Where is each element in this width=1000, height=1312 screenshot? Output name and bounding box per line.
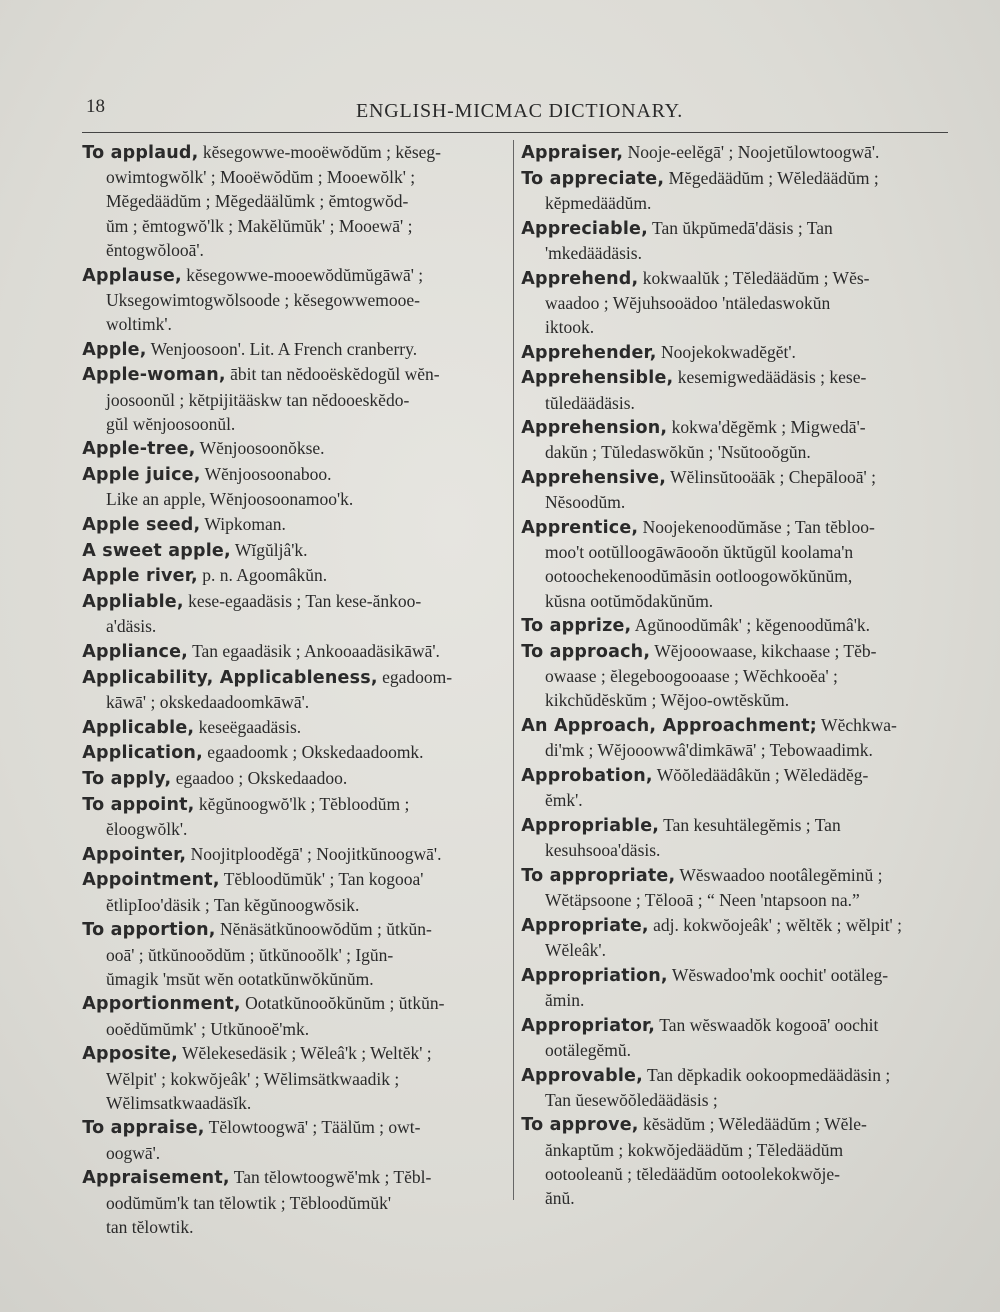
entry-definition: ābit tan nĕdooëskĕdogŭl wĕn-: [225, 364, 440, 385]
dictionary-entry: [84, 362, 504, 436]
entry-continuation: ĕntogwŏlooā'.: [106, 239, 204, 260]
dictionary-entry: [84, 1115, 504, 1164]
entry-headword: To appropriate,: [521, 865, 676, 886]
running-head: ENGLISH-MICMAC DICTIONARY.: [356, 100, 684, 122]
entry-headword: To apportion,: [82, 920, 216, 941]
dictionary-entry: [84, 512, 504, 537]
entry-headword: To approach,: [521, 642, 651, 663]
entry-continuation: ĕloogwŏlk'.: [106, 818, 188, 839]
entry-continuation: Mĕgedäädŭm ; Mĕgedäälŭmk ; ĕmtogwŏd-: [106, 191, 409, 212]
dictionary-entry: [84, 917, 504, 991]
entry-definition: Tan egaadäsik ; Ankooaadäsikāwā'.: [188, 641, 440, 662]
dictionary-entry: [523, 465, 949, 514]
entry-continuation: owimtogwŏlk' ; Mooëwŏdŭm ; Mooewŏlk' ;: [106, 167, 416, 188]
dictionary-entry: [523, 963, 949, 1012]
dictionary-entry: [84, 436, 504, 461]
entry-headword: Appointer,: [82, 844, 187, 865]
entry-definition: Noojekenoodŭmăse ; Tan tĕbloo-: [638, 517, 875, 538]
entry-continuation: oogwā'.: [106, 1142, 161, 1163]
entry-continuation: ŭmagik 'msŭt wĕn ootatkŭnwŏkŭnŭm.: [106, 968, 374, 989]
entry-definition: Wĕlekesedäsik ; Wĕleâ'k ; Weltĕk' ;: [177, 1043, 432, 1064]
entry-continuation: ŭm ; ĕmtogwŏ'lk ; Makĕlŭmŭk' ; Mooewā' ;: [106, 215, 413, 236]
entry-continuation: ooā' ; ŭtkŭnooŏdŭm ; ŭtkŭnooŏlk' ; Igŭn-: [106, 944, 394, 965]
entry-definition: egadoom-: [377, 666, 453, 687]
entry-definition: Nĕnäsätkŭnoowŏdŭm ; ŭtkŭn-: [215, 919, 432, 940]
dictionary-entry: [523, 813, 949, 862]
entry-definition: Noojekokwadĕgĕt'.: [656, 341, 796, 362]
dictionary-entry: [523, 639, 949, 713]
entry-headword: A sweet apple,: [82, 540, 231, 561]
entry-headword: Approbation,: [521, 766, 653, 787]
dictionary-entry: [84, 867, 504, 916]
entry-headword: Applicability, Applicableness,: [82, 667, 378, 688]
entry-continuation: joosoonŭl ; kĕtpijitääskw tan nĕdooeskĕdo-: [106, 389, 410, 410]
entry-definition: kĕsegowwe-mooëwŏdŭm ; kĕseg-: [198, 142, 441, 162]
dictionary-entry: [523, 166, 949, 215]
entry-definition: Tan tĕlowtoogwĕ'mk ; Tĕbl-: [229, 1167, 432, 1188]
entry-definition: Tan kesuhtälegĕmis ; Tan: [659, 814, 841, 835]
entry-definition: Wĭgŭljâ'k.: [230, 539, 308, 560]
entry-continuation: kāwā' ; okskedaadoomkāwā'.: [106, 691, 310, 712]
dictionary-entry: [523, 863, 949, 912]
dictionary-entry: [84, 991, 504, 1040]
dictionary-entry: [523, 415, 949, 464]
entry-headword: Appraiser,: [521, 143, 624, 163]
column-divider: [513, 140, 514, 1200]
entry-continuation: kĕpmedäädŭm.: [545, 192, 652, 213]
entry-headword: Apple seed,: [82, 515, 201, 536]
dictionary-entry: [84, 563, 504, 588]
dictionary-entry: [523, 1112, 949, 1210]
entry-definition: egaadoo ; Okskedaadoo.: [171, 768, 348, 789]
entry-definition: Agŭnoodŭmâk' ; kĕgenoodŭmâ'k.: [631, 615, 871, 636]
entry-headword: Apple-tree,: [82, 439, 196, 460]
entry-continuation: kikchŭdĕskŭm ; Wĕjoo-owtĕskŭm.: [545, 690, 790, 711]
entry-headword: To appreciate,: [521, 168, 665, 189]
dictionary-entry: [84, 538, 504, 563]
dictionary-entry: [84, 715, 504, 740]
entry-definition: Wĕswaadoo nootâlegĕminŭ ;: [675, 864, 883, 885]
entry-continuation: tŭledäädäsis.: [545, 392, 635, 413]
entry-continuation: ĕmk'.: [545, 790, 583, 811]
entry-continuation: Wĕleâk'.: [545, 940, 606, 960]
entry-definition: keseëgaadäsis.: [194, 716, 302, 737]
entry-definition: Wĕjooowaase, kikchaase ; Tĕb-: [650, 641, 877, 662]
entry-definition: Wenjoosoon'. Lit. A French cranberry.: [146, 338, 418, 359]
dictionary-entry: [84, 792, 504, 841]
entry-definition: Tan wĕswaadŏk kogooā' oochit: [655, 1014, 879, 1035]
entry-headword: An Approach, Approachment;: [521, 716, 817, 737]
dictionary-entry: [84, 462, 504, 511]
entry-headword: To apprize,: [521, 616, 632, 637]
dictionary-entry: [523, 216, 949, 265]
entry-headword: Applause,: [82, 265, 182, 286]
dictionary-entry: [523, 340, 949, 365]
dictionary-entry: [84, 1165, 504, 1239]
entry-continuation: ănkaptŭm ; kokwŏjedäädŭm ; Tĕledäädŭm: [545, 1139, 844, 1160]
entry-definition: Wĕswadoo'mk oochit' ootäleg-: [667, 964, 889, 985]
entry-headword: Appropriator,: [521, 1015, 656, 1036]
entry-continuation: a'däsis.: [106, 616, 157, 637]
entry-continuation: waadoo ; Wĕjuhsooädoo 'ntäledaswokŭn: [545, 292, 831, 313]
entry-headword: Apprehensible,: [521, 368, 674, 389]
entry-headword: Apportionment,: [82, 994, 241, 1015]
dictionary-entry: [523, 613, 949, 638]
entry-headword: Approvable,: [521, 1065, 643, 1086]
entry-headword: Appropriate,: [521, 915, 649, 936]
entry-continuation: kesuhsooa'däsis.: [545, 840, 661, 861]
entry-continuation: Uksegowimtogwŏlsoode ; kĕsegowwemooe-: [106, 289, 420, 310]
entry-continuation: ĕtlipIoo'däsik ; Tan kĕgŭnoogwŏsik.: [106, 894, 360, 915]
entry-continuation: ămin.: [545, 989, 585, 1010]
dictionary-entry: [523, 1013, 949, 1062]
entry-definition: kokwa'dĕgĕmk ; Migwedā'-: [667, 417, 866, 438]
entry-headword: Apposite,: [82, 1044, 178, 1065]
header-rule: [82, 132, 948, 133]
entry-continuation: ootälegĕmŭ.: [545, 1039, 632, 1060]
entry-definition: Wĕchkwa-: [817, 715, 897, 736]
entry-continuation: Wĕtäpsoone ; Tĕlooā ; “ Neen 'ntapsoon na.”: [545, 890, 860, 911]
entry-headword: To apply,: [82, 769, 172, 790]
entry-definition: p. n. Agoomâkŭn.: [197, 565, 328, 586]
entry-definition: Mĕgedäädŭm ; Wĕledäädŭm ;: [664, 167, 879, 188]
entry-continuation: owaase ; ĕlegeboogooaase ; Wĕchkooĕa' ;: [545, 666, 838, 687]
dictionary-entry: [84, 639, 504, 664]
entry-continuation: Nĕsoodŭm.: [545, 492, 626, 513]
entry-continuation: ootooleanŭ ; tĕledäädŭm ootoolekokwŏje-: [545, 1163, 840, 1184]
entry-definition: Tan ŭkpŭmedā'däsis ; Tan: [647, 217, 833, 238]
entry-headword: Appreciable,: [521, 218, 648, 239]
entry-definition: Tĕlowtoogwā' ; Täälŭm ; owt-: [204, 1117, 421, 1138]
entry-definition: Wŏŏledäädâkŭn ; Wĕledädĕg-: [652, 765, 869, 786]
dictionary-entry: [84, 263, 504, 337]
dictionary-entry: [84, 842, 504, 867]
entry-continuation: ooĕdŭmŭmk' ; Utkŭnooĕ'mk.: [106, 1018, 310, 1039]
entry-definition: kesemigwedäädäsis ; kese-: [673, 367, 867, 388]
entry-headword: Appliable,: [82, 592, 184, 613]
entry-definition: kĕsegowwe-mooewŏdŭmŭgāwā' ;: [181, 264, 424, 285]
dictionary-entry: [523, 515, 949, 613]
entry-continuation: gŭl wĕnjoosoonŭl.: [106, 413, 236, 434]
entry-continuation: Tan ŭesewŏŏledäädäsis ;: [545, 1089, 718, 1110]
page-number: 18: [86, 96, 105, 117]
entry-continuation: ănŭ.: [545, 1188, 575, 1209]
right-column: [523, 140, 949, 1211]
entry-definition: Tan dĕpkadik ookoopmedäädäsin ;: [642, 1064, 891, 1085]
entry-continuation: tan tĕlowtik.: [106, 1216, 194, 1237]
dictionary-entry: [84, 740, 504, 765]
entry-continuation: ootoochekenoodŭmăsin ootloogowŏkŭnŭm,: [545, 566, 853, 587]
dictionary-entry: [523, 140, 949, 165]
entry-continuation: oodŭmŭm'k tan tĕlowtik ; Tĕbloodŭmŭk': [106, 1192, 391, 1213]
dictionary-entry: [84, 589, 504, 638]
entry-headword: Apprehend,: [521, 268, 639, 289]
entry-definition: adj. kokwŏojeâk' ; wĕltĕk ; wĕlpit' ;: [648, 914, 902, 935]
entry-headword: Appointment,: [82, 870, 220, 891]
entry-headword: To approve,: [521, 1115, 639, 1136]
entry-continuation: di'mk ; Wĕjooowwâ'dimkāwā' ; Tebowaadimk.: [545, 740, 873, 761]
entry-definition: kokwaalŭk ; Tĕledäädŭm ; Wĕs-: [638, 267, 870, 288]
entry-definition: kĕgŭnoogwŏ'lk ; Tĕbloodŭm ;: [194, 793, 410, 814]
entry-continuation: iktook.: [545, 316, 595, 337]
dictionary-entry: [84, 140, 504, 262]
entry-headword: To appoint,: [82, 794, 195, 815]
entry-headword: Appropriable,: [521, 815, 660, 836]
entry-definition: Wĕlinsŭtooäāk ; Chepālooā' ;: [666, 467, 876, 488]
dictionary-entry: [523, 763, 949, 812]
dictionary-entry: [84, 665, 504, 714]
entry-definition: Wĕnjoosoonaboo.: [200, 464, 332, 485]
dictionary-entry: [523, 713, 949, 762]
entry-definition: Tĕbloodŭmŭk' ; Tan kogooa': [219, 869, 424, 890]
entry-continuation: Wĕlpit' ; kokwŏjeâk' ; Wĕlimsätkwaadik ;: [106, 1068, 400, 1089]
entry-headword: Apple-woman,: [82, 365, 226, 386]
entry-definition: kĕsädŭm ; Wĕledäädŭm ; Wĕle-: [638, 1114, 867, 1135]
entry-definition: egaadoomk ; Okskedaadoomk.: [202, 742, 424, 763]
entry-continuation: dakŭn ; Tŭledaswŏkŭn ; 'Nsŭtooŏgŭn.: [545, 442, 811, 463]
entry-headword: Appliance,: [82, 642, 189, 663]
entry-definition: Wipkoman.: [200, 514, 286, 535]
entry-continuation: woltimk'.: [106, 313, 172, 334]
entry-headword: Apple,: [82, 339, 147, 360]
entry-definition: Noojitplooděgā' ; Noojitkŭnoogwā'.: [186, 843, 442, 864]
dictionary-entry: [84, 337, 504, 362]
entry-continuation: moo't ootŭlloogāwāooŏn ŭktŭgŭl koolama'n: [545, 542, 854, 563]
dictionary-entry: [523, 1063, 949, 1112]
entry-continuation: Like an apple, Wĕnjoosoonamoo'k.: [106, 489, 354, 510]
entry-headword: Apprehension,: [521, 418, 668, 439]
entry-continuation: Wĕlimsatkwaadäsĭk.: [106, 1092, 252, 1113]
dictionary-entry: [84, 766, 504, 791]
entry-headword: Applicable,: [82, 717, 195, 738]
entry-headword: Apple river,: [82, 566, 198, 587]
entry-headword: Appropriation,: [521, 965, 668, 986]
entry-continuation: kŭsna ootŭmŏdakŭnŭm.: [545, 590, 714, 611]
dictionary-entry: [523, 365, 949, 414]
entry-definition: Ootatkŭnooŏkŭnŭm ; ŭtkŭn-: [240, 993, 445, 1014]
entry-definition: Nooje-eelĕgā' ; Noojetŭlowtoogwā'.: [623, 142, 880, 162]
entry-headword: Apple juice,: [82, 465, 201, 486]
dictionary-entry: [523, 913, 949, 962]
entry-headword: Application,: [82, 743, 203, 764]
entry-headword: To appraise,: [82, 1118, 205, 1139]
entry-headword: Apprentice,: [521, 518, 639, 539]
dictionary-entry: [523, 266, 949, 340]
entry-continuation: 'mkedäädäsis.: [545, 242, 642, 263]
entry-definition: Wĕnjoosoonŏkse.: [195, 438, 325, 459]
entry-headword: Apprehensive,: [521, 468, 667, 489]
left-column: [84, 140, 504, 1239]
entry-definition: kese-egaadäsis ; Tan kese-ănkoo-: [183, 591, 422, 612]
entry-headword: To applaud,: [82, 143, 199, 163]
dictionary-entry: [84, 1041, 504, 1115]
entry-headword: Appraisement,: [82, 1168, 230, 1189]
entry-headword: Apprehender,: [521, 342, 657, 363]
